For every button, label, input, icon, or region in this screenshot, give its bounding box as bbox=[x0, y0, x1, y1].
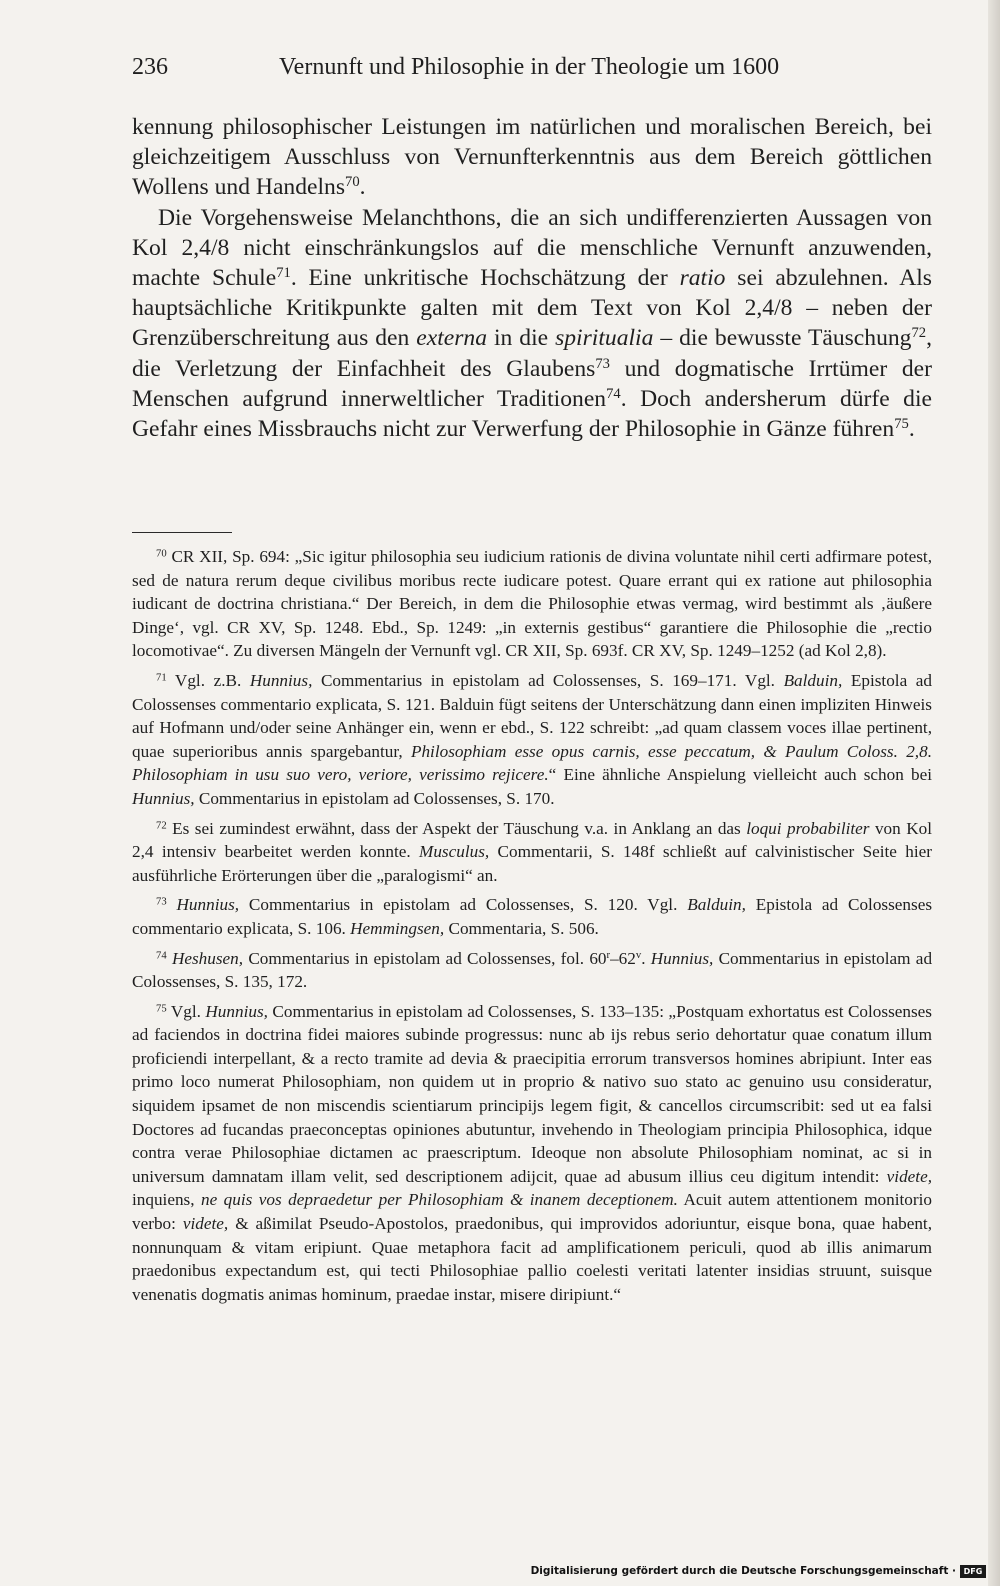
folio-recto: r bbox=[606, 949, 611, 961]
italic-quote: Philosophiam esse opus carnis, esse peccatum, & Paulum Coloss. 2,8. Philosophiam in usu suo vero, veriore, verissimo rejicere. bbox=[132, 741, 932, 785]
text-run: Commentarius in epistolam ad Colossenses, S. 169–171. Vgl. bbox=[312, 670, 784, 690]
footnote-ref-72: 72 bbox=[911, 325, 927, 342]
folio-verso: v bbox=[635, 949, 642, 961]
text-run: . Eine unkritische Hochschätzung der bbox=[290, 265, 680, 292]
footnote-74 bbox=[132, 947, 932, 994]
footnote-text: CR XII, Sp. 694: „Sic igitur philosophia seu iudicium rationis de divina voluntate nihil certi adfirmare potest, sed de natura rerum deque civilibus moribus recte iudicare potest. Quare errant qui ex ratione aut philosophia iudicant de doctrina christiana.“ Der Bereich, in dem die Philosophie etwas vermag, wird bestimmt als ‚äußere Dinge‘, vgl. CR XV, Sp. 1248. Ebd., Sp. 1249: „in externis gestibus“ garantiere die Philosophie die „rectio locomotivae“. Zu diversen Mängeln der Vernunft vgl. CR XII, Sp. 693f. CR XV, Sp. 1249–1252 (ad Kol 2,8). bbox=[132, 547, 932, 661]
digitization-credit bbox=[531, 1562, 986, 1580]
italic-term: ratio bbox=[679, 265, 726, 292]
author-name: Musculus, bbox=[419, 842, 490, 862]
footnote-ref-71: 71 bbox=[276, 264, 291, 281]
text-run: Commentarius in epistolam ad Colossenses, S. 133–135: „Postquam exhortatus est Colossenses ad faciendos in doctrina fidei maiores subinde progressus: nunc ab ijs rebus serio dehortatur quae conatum illum proficiendi interpellant, & a recto tramite ad devia & praecipitia errorum transversos homines abripiunt. Inter eas primo loco numerat Philosophiam, non quidem ut in proprio & nativo suo stato ac genuino usu consideratur, siquidem ipsamet de non miscendis scientiarum principijs legem figit, & cancellos circumscribit: sed ut ea falsi Doctores ad fucandas praeconceptas opiniones abutuntur, invehendo in Theologiam principia Philosophica, idque contra verae Philosophiae dictamen ac praescriptum. Ideoque non absolute Philosophiam nominat, ac si in universum damnatam illam velit, sed descriptionem adijcit, quae ad abusum illius ceu digitum intendit: bbox=[132, 1001, 932, 1186]
running-title: Vernunft und Philosophie in der Theologie um 1600 bbox=[279, 54, 780, 80]
paragraph-2 bbox=[132, 203, 932, 445]
footnote-ref-70: 70 bbox=[345, 174, 360, 191]
author-name: Hunnius, bbox=[650, 948, 714, 968]
footnote-71 bbox=[132, 669, 932, 811]
text-run: Vgl. bbox=[166, 1001, 206, 1021]
footnote-separator bbox=[132, 532, 232, 533]
main-text bbox=[132, 112, 932, 444]
text-run: in die bbox=[487, 325, 556, 352]
text-run: , die Verletzung der Einfachheit des Glaubens bbox=[132, 325, 932, 382]
text-run: Epistola ad Colossenses commentario explicata, S. 106. bbox=[132, 895, 933, 938]
footnote-number: 70 bbox=[156, 548, 167, 560]
italic-term: videte, bbox=[182, 1214, 229, 1234]
dfg-logo: DFG bbox=[960, 1565, 986, 1578]
page-number: 236 bbox=[132, 54, 168, 80]
author-name: Heshusen, bbox=[171, 948, 244, 968]
author-name: Balduin, bbox=[687, 895, 746, 915]
footnote-number: 73 bbox=[156, 896, 167, 908]
text-run: Commentarius in epistolam ad Colossenses, S. 120. Vgl. bbox=[239, 895, 688, 915]
text-run: Acuit autem attentionem monitorio verbo: bbox=[132, 1190, 932, 1234]
text-run: . bbox=[359, 174, 366, 201]
footnote-73 bbox=[132, 893, 932, 940]
text-run: Commentarius in epistolam ad Colossenses, S. 135, 172. bbox=[132, 948, 933, 992]
text-run: Commentarius in epistolam ad Colossenses, fol. 60 bbox=[243, 948, 607, 968]
footnote-75 bbox=[132, 1000, 932, 1307]
text-run: sei abzulehnen. Als hauptsächliche Kritikpunkte galten mit dem Text von Kol 2,4/8 – neben der Grenzüberschreitung aus den bbox=[132, 265, 932, 352]
text-run: Epistola ad Colossenses commentario explicata, S. 121. Balduin fügt seitens der Unterschätzung dann einen impliziten Hinweis auf Hofmann und/oder seine Anhänger ein, wenn er ebd., S. 122 schreibt: „ad quam classem voces illae pertinent, quae superioribus annis spargebantur, bbox=[132, 670, 932, 761]
author-name: Balduin, bbox=[783, 670, 843, 690]
text-run: Commentaria, S. 506. bbox=[444, 918, 599, 938]
author-name: Hunnius, bbox=[249, 670, 313, 690]
italic-quote: ne quis vos depraedetur per Philosophiam & inanem deceptionem. bbox=[201, 1190, 678, 1210]
page-edge bbox=[988, 0, 1000, 1586]
footnote-number: 71 bbox=[156, 672, 167, 684]
paragraph-1 bbox=[132, 112, 932, 203]
italic-term: videte, bbox=[886, 1166, 932, 1186]
text-run: kennung philosophischer Leistungen im natürlichen und moralischen Bereich, bei gleichzeitigem Ausschluss von Vernunfterkenntnis aus dem Bereich göttlichen Wollens und Handelns bbox=[132, 114, 932, 201]
text-run: – die bewusste Täuschung bbox=[653, 325, 912, 352]
credit-text: Digitalisierung gefördert durch die Deutsche Forschungsgemeinschaft · bbox=[530, 1565, 956, 1577]
footnotes bbox=[132, 545, 932, 1312]
footnote-ref-75: 75 bbox=[894, 415, 909, 432]
footnote-number: 72 bbox=[156, 820, 167, 832]
footnote-70 bbox=[132, 545, 932, 663]
italic-term: externa bbox=[416, 325, 487, 352]
footnote-number: 74 bbox=[156, 950, 167, 962]
text-run: Vgl. z.B. bbox=[166, 670, 250, 690]
text-run: “ Eine ähnliche Anspielung vielleicht auch schon bei bbox=[548, 765, 932, 785]
footnote-ref-74: 74 bbox=[606, 385, 621, 402]
italic-term: loqui probabiliter bbox=[746, 818, 870, 838]
text-run: . bbox=[641, 948, 651, 968]
text-run: inquiens, bbox=[132, 1190, 201, 1210]
text-run: Die Vorgehensweise Melanchthons, die an sich undifferenzierten Aussagen von Kol 2,4/8 nicht einschränkungslos auf die menschliche Vernunft anzuwenden, machte Schule bbox=[132, 204, 932, 292]
author-name: Hemmingsen, bbox=[350, 918, 445, 938]
author-name: Hunnius, bbox=[176, 895, 240, 915]
text-run: und dogmatische Irrtümer der Menschen aufgrund innerweltlicher Traditionen bbox=[132, 355, 932, 412]
author-name: Hunnius, bbox=[132, 788, 195, 808]
text-run: . Doch andersherum dürfe die Gefahr eines Missbrauchs nicht zur Verwerfung der Philosophie in Gänze führen bbox=[132, 385, 932, 443]
footnote-ref-73: 73 bbox=[595, 355, 610, 372]
text-run: & aßimilat Pseudo-Apostolos, praedonibus, qui improvidos adoriuntur, eisque bona, quae habent, nonnunquam & vitam eripiunt. Quae metaphora facit ad amplificationem periculi, quod ab illis animarum praedonibus expectandum est, qui tecti Philosophiae pallio coelesti veritati latenter insidias struunt, suisque venenatis dogmatis animas hominum, praedae instar, misere diripiunt.“ bbox=[132, 1214, 932, 1304]
footnote-number: 75 bbox=[156, 1003, 167, 1015]
text-run: –62 bbox=[610, 948, 636, 968]
text-run: Commentarius in epistolam ad Colossenses, S. 170. bbox=[194, 788, 555, 808]
italic-term: spiritualia bbox=[555, 325, 654, 352]
footnote-72 bbox=[132, 817, 932, 888]
text-run: Es sei zumindest erwähnt, dass der Aspekt der Täuschung v.a. in Anklang an das bbox=[166, 818, 747, 838]
text-run: von Kol 2,4 intensiv bearbeitet werden konnte. bbox=[132, 818, 932, 862]
text-run: Commentarii, S. 148f schließt auf calvinistischer Seite hier ausführliche Erörterungen über die „paralogismi“ an. bbox=[132, 842, 932, 885]
text-run: . bbox=[908, 416, 915, 443]
author-name: Hunnius, bbox=[205, 1001, 268, 1021]
running-header bbox=[132, 54, 932, 88]
